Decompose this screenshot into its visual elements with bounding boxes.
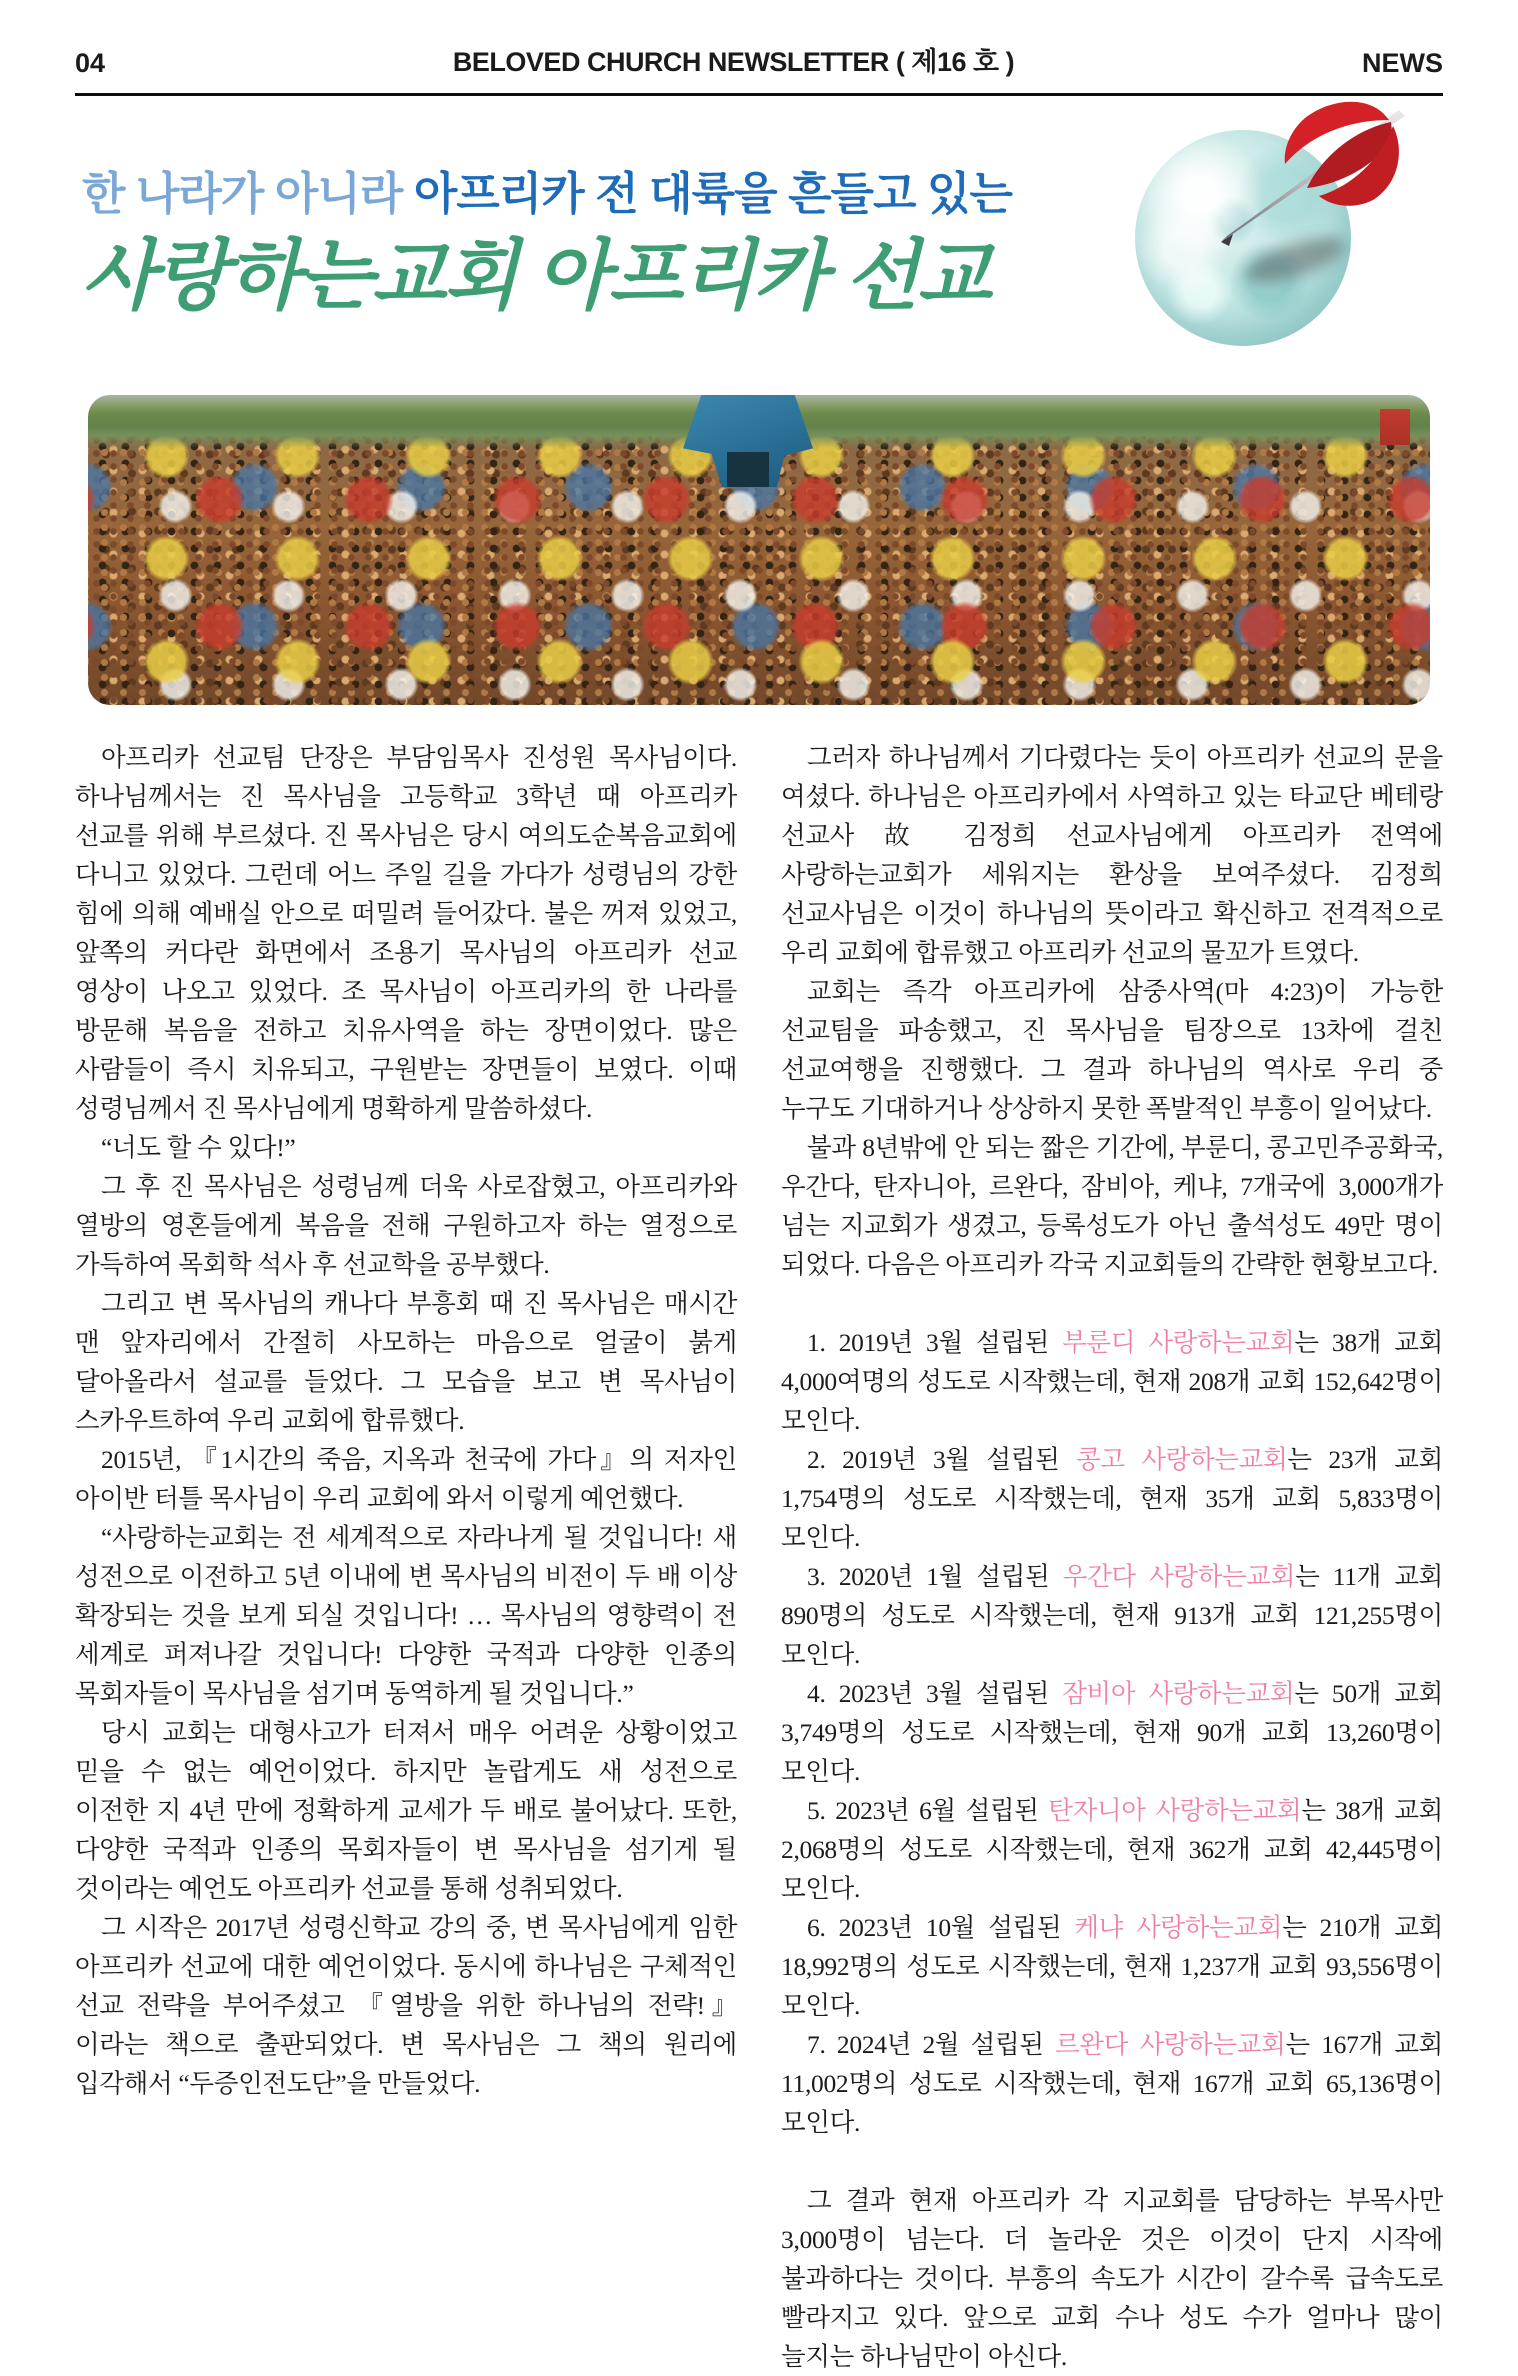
article-body [75,738,1443,2376]
headline-block [82,168,1132,317]
church-name-highlight: 르완다 사랑하는교회 [1055,2030,1286,2059]
church-name-highlight: 우간다 사랑하는교회 [1062,1562,1296,1591]
masthead [75,36,1443,96]
paragraph: 불과 8년밖에 안 되는 짧은 기간에, 부룬디, 콩고민주공화국, 우간다, 탄자니아, 르완다, 잠비아, 케냐, 7개국에 3,000개가 넘는 지교회가 생겼고, 등록성도가 아닌 출석성도 49만 명이 되었다. 다음은 아프리카 각국 지교회들의 간략한 현황보고다. [781,1133,1443,1279]
report-item: 6. 2023년 10월 설립된 케냐 사랑하는교회는 210개 교회 18,992명의 성도로 시작했는데, 현재 1,237개 교회 93,556명이 모인다. [781,1913,1443,2020]
paragraph: 당시 교회는 대형사고가 터져서 매우 어려운 상황이었고 믿을 수 없는 예언이었다. 하지만 놀랍게도 새 성전으로 이전한 지 4년 만에 정확하게 교세가 두 배로 불어났다. 또한, 다양한 국적과 인종의 목회자들이 변 목사님을 섬기게 될 것이라는 예언도 아프리카 선교를 통해 성취되었다. [75,1718,737,1903]
church-name-highlight: 콩고 사랑하는교회 [1076,1445,1288,1474]
globe-dart-illustration [1125,92,1425,322]
report-item: 7. 2024년 2월 설립된 르완다 사랑하는교회는 167개 교회 11,002명의 성도로 시작했는데, 현재 167개 교회 65,136명이 모인다. [781,2030,1443,2137]
paragraph: 그 결과 현재 아프리카 각 지교회를 담당하는 부목사만 3,000명이 넘는다. 더 놀라운 것은 이것이 단지 시작에 불과하다는 것이다. 부흥의 속도가 시간이 갈수록 급속도로 빨라지고 있다. 앞으로 교회 수나 성도 수가 얼마나 많이 늘지는 하나님만이 아신다. [781,2186,1443,2371]
article-title: 사랑하는교회 아프리카 선교 [82,232,990,319]
crowd-photo [88,395,1430,705]
page-number: 04 [75,48,106,78]
section-label: NEWS [1362,48,1443,78]
church-name-highlight: 잠비아 사랑하는교회 [1062,1679,1295,1708]
paragraph: 2015년, 『1시간의 죽음, 지옥과 천국에 가다』의 저자인 아이반 터틀 목사님이 우리 교회에 와서 이렇게 예언했다. [75,1445,737,1513]
paragraph: 아프리카 선교팀 단장은 부담임목사 진성원 목사님이다. 하나님께서는 진 목사님을 고등학교 3학년 때 아프리카 선교를 위해 부르셨다. 진 목사님은 당시 여의도순복음교회에 다니고 있었다. 그런데 어느 주일 길을 가다가 성령님의 강한 힘에 의해 예배실 안으로 떠밀려 들어갔다. 불은 꺼져 있었고, 앞쪽의 커다란 화면에서 조용기 목사님의 아프리카 선교 영상이 나오고 있었다. 조 목사님이 아프리카의 한 나라를 방문해 복음을 전하고 치유사역을 하는 장면이었다. 많은 사람들이 즉시 치유되고, 구원받는 장면들이 보였다. 이때 성령님께서 진 목사님에게 명확하게 말씀하셨다. [75,743,737,1123]
paragraph: 그 시작은 2017년 성령신학교 강의 중, 변 목사님에게 임한 아프리카 선교에 대한 예언이었다. 동시에 하나님은 구체적인 선교 전략을 부어주셨고 『열방을 위한 하나님의 전략!』 이라는 책으로 출판되었다. 변 목사님은 그 책의 원리에 입각해서 “두증인전도단”을 만들었다. [75,1913,737,2098]
closing-paragraph-wrap [781,2181,1443,2376]
article-right-column [781,738,1443,2376]
report-item: 3. 2020년 1월 설립된 우간다 사랑하는교회는 11개 교회 890명의 성도로 시작했는데, 현재 913개 교회 121,255명이 모인다. [781,1562,1443,1669]
right-paragraphs [781,738,1443,1284]
report-list [781,1323,1443,2142]
paragraph: “너도 할 수 있다!” [101,1133,296,1162]
stage-canopy [683,395,813,487]
paragraph: 그 후 진 목사님은 성령님께 더욱 사로잡혔고, 아프리카와 열방의 영혼들에게 복음을 전해 구원하고자 하는 열정으로 가득하여 목회학 석사 후 선교학을 공부했다. [75,1172,737,1279]
kicker-light-text: 한 나라가 아니라 [82,168,414,219]
kicker-dark-text: 아프리카 전 대륙을 흔들고 있는 [413,168,1012,219]
newsletter-title: BELOVED CHURCH NEWSLETTER ( 제16 호 ) [452,47,1015,77]
paragraph: “사랑하는교회는 전 세계적으로 자라나게 될 것입니다! 새 성전으로 이전하고 5년 이내에 변 목사님의 비전이 두 배 이상 확장되는 것을 보게 되실 것입니다! … 목사님의 영향력이 전 세계로 퍼져나갈 것입니다! 다양한 국적과 다양한 인종의 목회자들이 목사님을 섬기며 동역하게 될 것입니다.” [75,1523,737,1708]
report-item: 5. 2023년 6월 설립된 탄자니아 사랑하는교회는 38개 교회 2,068명의 성도로 시작했는데, 현재 362개 교회 42,445명이 모인다. [781,1796,1443,1903]
church-name-highlight: 탄자니아 사랑하는교회 [1048,1796,1302,1825]
kicker [82,168,1132,220]
paragraph: 교회는 즉각 아프리카에 삼중사역(마 4:23)이 가능한 선교팀을 파송했고, 진 목사님을 팀장으로 13차에 걸친 선교여행을 진행했다. 그 결과 하나님의 역사로 우리 중 누구도 기대하거나 상상하지 못한 폭발적인 부흥이 일어났다. [781,977,1443,1123]
report-item: 2. 2019년 3월 설립된 콩고 사랑하는교회는 23개 교회 1,754명의 성도로 시작했는데, 현재 35개 교회 5,833명이 모인다. [781,1445,1443,1552]
church-name-highlight: 부룬디 사랑하는교회 [1062,1328,1295,1357]
report-item: 4. 2023년 3월 설립된 잠비아 사랑하는교회는 50개 교회 3,749명의 성도로 시작했는데, 현재 90개 교회 13,260명이 모인다. [781,1679,1443,1786]
article-left-column [75,738,737,2376]
paragraph: 그러자 하나님께서 기다렸다는 듯이 아프리카 선교의 문을 여셨다. 하나님은 아프리카에서 사역하고 있는 타교단 베테랑 선교사 故 김정희 선교사님에게 아프리카 전역에 사랑하는교회가 세워지는 환상을 보여주셨다. 김정희 선교사님은 이것이 하나님의 뜻이라고 확신하고 전격적으로 우리 교회에 합류했고 아프리카 선교의 물꼬가 트였다. [781,743,1443,967]
church-name-highlight: 케냐 사랑하는교회 [1074,1913,1283,1942]
dart-icon [1203,92,1425,322]
report-item: 1. 2019년 3월 설립된 부룬디 사랑하는교회는 38개 교회 4,000여명의 성도로 시작했는데, 현재 208개 교회 152,642명이 모인다. [781,1328,1443,1435]
paragraph: 그리고 변 목사님의 캐나다 부흥회 때 진 목사님은 매시간 맨 앞자리에서 간절히 사모하는 마음으로 얼굴이 붉게 달아올라서 설교를 들었다. 그 모습을 보고 변 목사님이 스카우트하여 우리 교회에 합류했다. [75,1289,737,1435]
